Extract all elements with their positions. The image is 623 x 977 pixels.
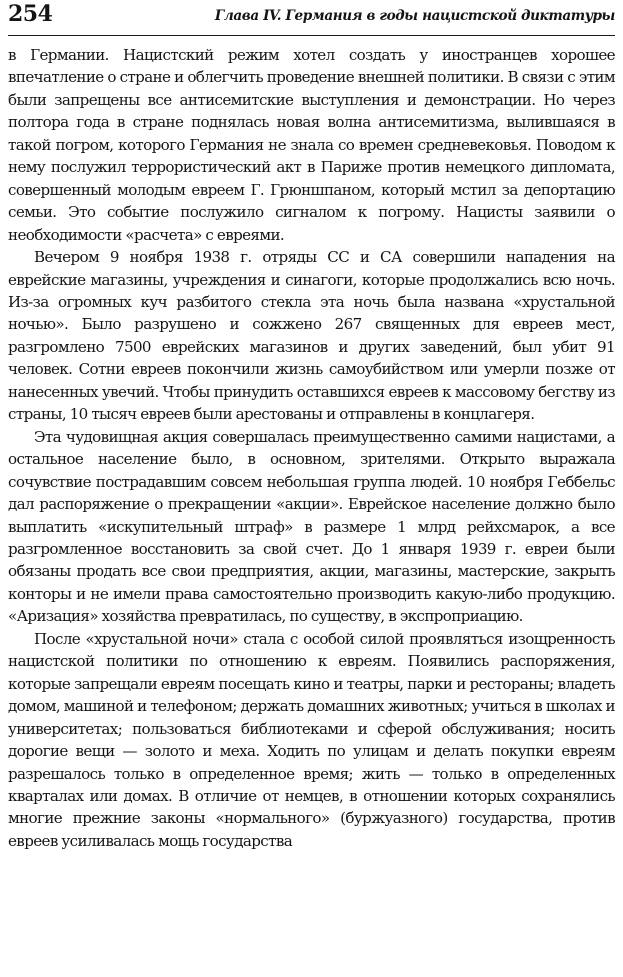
chapter-title: Глава IV. Германия в годы нацистской диктатуры — [214, 8, 615, 24]
page-number: 254 — [8, 1, 53, 27]
paragraph-continued: в Германии. Нацистский режим хотел создать у иностранцев хорошее впечатление о стране и облегчить проведение внешней политики. В связи с этим были запрещены все антисемитские выступления и демонстрации. Но через полтора года в стране поднялась новая волна антисемитизма, вылившаяся в такой погром, которого Германия не знала со времен средневековья. Поводом к нему послужил террористический акт в Париже против немецкого дипломата, совершенный молодым евреем Г. Грюншпаном, который мстил за депортацию семьи. Это событие послужило сигналом к погрому. Нацисты заявили о необходимости «расчета» с евреями. — [8, 46, 615, 244]
body-text — [8, 44, 615, 852]
running-head — [8, 0, 615, 36]
paragraph: После «хрустальной ночи» стала с особой силой проявляться изощренность нацистской политики по отношению к евреям. Появились распоряжения, которые запрещали евреям посещать кино и театры, парки и рестораны; владеть домом, машиной и телефоном; держать домашних животных; учиться в школах и университетах; пользоваться библиотеками и сферой обслуживания; носить дорогие вещи — золото и меха. Ходить по улицам и делать покупки евреям разрешалось только в определенное время; жить — только в определенных кварталах или домах. В отличие от немцев, в отношении которых сохранялись многие прежние законы «нормального» (буржуазного) государства, против евреев усиливалась мощь государства — [8, 629, 615, 850]
paragraph: Вечером 9 ноября 1938 г. отряды СС и СА совершили нападения на еврейские магазины, учреждения и синагоги, которые продолжались всю ночь. Из-за огромных куч разбитого стекла эта ночь была названа «хрустальной ночью». Было разрушено и сожжено 267 священных для евреев мест, разгромлено 7500 еврейских магазинов и других заведений, был убит 91 человек. Сотни евреев покончили жизнь самоубийством или умерли позже от нанесенных увечий. Чтобы принудить оставшихся евреев к массовому бегству из страны, 10 тысяч евреев были арестованы и отправлены в концлагеря. — [8, 248, 615, 424]
paragraph: Эта чудовищная акция совершалась преимущественно самими нацистами, а остальное население было, в основном, зрителями. Открыто выражала сочувствие пострадавшим совсем небольшая группа людей. 10 ноября Геббельс дал распоряжение о прекращении «акции». Еврейское население должно было выплатить «искупительный штраф» в размере 1 млрд рейхсмарок, а все разгромленное восстановить за свой счет. До 1 января 1939 г. евреи были обязаны продать все свои предприятия, акции, магазины, мастерские, закрыть конторы и не имели права самостоятельно производить какую-либо продукцию. «Аризация» хозяйства превратилась, по существу, в экспроприацию. — [8, 427, 615, 626]
